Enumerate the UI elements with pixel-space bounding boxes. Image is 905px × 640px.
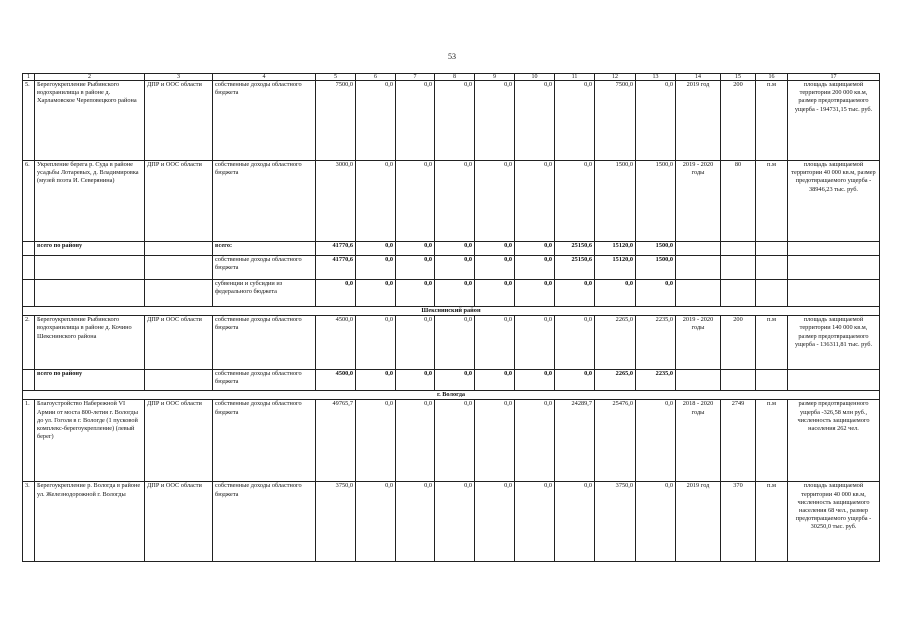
amount-cell: 0,0 (316, 280, 356, 307)
amount-cell: 0,0 (555, 316, 595, 370)
amount-cell: 3000,0 (316, 161, 356, 242)
period: 2019 год (676, 482, 721, 562)
amount-cell: 0,0 (515, 316, 555, 370)
empty-cell (35, 256, 145, 280)
empty-cell (788, 242, 880, 256)
project-name: Благоустройство Набережной VI Армии от моста 800-летия г. Вологды до ул. Гоголя в г. Вологде (1 пусковой комплекс-берегоукрепление) (левый берег) (35, 400, 145, 482)
amount-cell: 0,0 (396, 400, 435, 482)
amount-cell: 0,0 (515, 482, 555, 562)
amount-cell: 0,0 (555, 81, 595, 161)
amount-cell: 0,0 (356, 316, 396, 370)
amount-cell: 0,0 (435, 81, 475, 161)
amount-cell: 4500,0 (316, 370, 356, 391)
unit: п.м (756, 161, 788, 242)
empty-cell (23, 242, 35, 256)
column-number: 12 (595, 74, 636, 81)
empty-cell (721, 280, 756, 307)
row-number: 1. (23, 400, 35, 482)
result: площадь защищаемой территории 140 000 кв.м, размер предотвращаемого ущерба - 136311,81 тыс. руб. (788, 316, 880, 370)
row-number: 3. (23, 482, 35, 562)
amount-cell: 0,0 (515, 256, 555, 280)
amount-cell: 2265,0 (595, 316, 636, 370)
page-number: 53 (448, 52, 456, 61)
responsible: ДПР и ООС области (145, 316, 213, 370)
project-name: Берегоукрепление Рыбинского водохранилища в районе д. Кочино Шекснинского района (35, 316, 145, 370)
amount-cell: 0,0 (475, 370, 515, 391)
column-number: 11 (555, 74, 595, 81)
amount-cell: 25476,0 (595, 400, 636, 482)
amount-cell: 0,0 (435, 370, 475, 391)
project-name: Берегоукрепление р. Вологда в районе ул. Железнодорожной г. Вологды (35, 482, 145, 562)
period: 2018 - 2020 годы (676, 400, 721, 482)
empty-cell (145, 280, 213, 307)
funding-source: субвенции и субсидии из федерального бюджета (213, 280, 316, 307)
column-number-row (23, 74, 880, 81)
funding-source: собственные доходы областного бюджета (213, 256, 316, 280)
amount-cell: 0,0 (356, 280, 396, 307)
amount-cell: 0,0 (396, 316, 435, 370)
amount-cell: 0,0 (356, 482, 396, 562)
period: 2019 - 2020 годы (676, 161, 721, 242)
amount-cell: 0,0 (555, 161, 595, 242)
amount-cell: 1500,0 (636, 242, 676, 256)
funding-source: собственные доходы областного бюджета (213, 316, 316, 370)
amount-cell: 0,0 (435, 482, 475, 562)
column-number: 10 (515, 74, 555, 81)
empty-cell (788, 370, 880, 391)
amount-cell: 0,0 (435, 316, 475, 370)
result: площадь защищаемой территории 40 000 кв.м, размер предотвращаемого ущерба - 38946,23 тыс. руб. (788, 161, 880, 242)
amount-cell: 0,0 (515, 280, 555, 307)
column-number: 13 (636, 74, 676, 81)
table-row (23, 316, 880, 370)
empty-cell (676, 256, 721, 280)
column-number: 15 (721, 74, 756, 81)
amount-cell: 2235,0 (636, 370, 676, 391)
empty-cell (145, 370, 213, 391)
amount-cell: 0,0 (356, 81, 396, 161)
amount-cell: 0,0 (475, 316, 515, 370)
total-row (23, 242, 880, 256)
amount-cell: 41770,6 (316, 256, 356, 280)
row-number: 5. (23, 81, 35, 161)
project-name: Укрепление берега р. Суда в районе усадьбы Лотаревых, д. Владимировка (музей поэта И. Северянина) (35, 161, 145, 242)
amount-cell: 0,0 (396, 161, 435, 242)
row-number: 6. (23, 161, 35, 242)
period: 2019 - 2020 годы (676, 316, 721, 370)
amount-cell: 0,0 (636, 482, 676, 562)
table-row (23, 400, 880, 482)
amount-cell: 0,0 (396, 482, 435, 562)
column-number: 6 (356, 74, 396, 81)
empty-cell (756, 242, 788, 256)
amount-cell: 0,0 (435, 400, 475, 482)
quantity: 2749 (721, 400, 756, 482)
amount-cell: 15120,0 (595, 242, 636, 256)
funding-source: собственные доходы областного бюджета (213, 161, 316, 242)
amount-cell: 0,0 (396, 256, 435, 280)
column-number: 16 (756, 74, 788, 81)
funding-source: собственные доходы областного бюджета (213, 81, 316, 161)
section-row (23, 307, 880, 316)
amount-cell: 0,0 (396, 370, 435, 391)
amount-cell: 0,0 (475, 81, 515, 161)
empty-cell (756, 280, 788, 307)
amount-cell: 0,0 (475, 482, 515, 562)
amount-cell: 0,0 (396, 81, 435, 161)
amount-cell: 24289,7 (555, 400, 595, 482)
empty-cell (23, 256, 35, 280)
column-number: 4 (213, 74, 316, 81)
section-row (23, 391, 880, 400)
table-row (23, 482, 880, 562)
amount-cell: 0,0 (396, 280, 435, 307)
amount-cell: 15120,0 (595, 256, 636, 280)
column-number: 1 (23, 74, 35, 81)
empty-cell (721, 256, 756, 280)
quantity: 80 (721, 161, 756, 242)
amount-cell: 2235,0 (636, 316, 676, 370)
project-name: Берегоукрепление Рыбинского водохранилища в районе д. Харламовское Череповецкого района (35, 81, 145, 161)
amount-cell: 0,0 (356, 400, 396, 482)
table-row (23, 161, 880, 242)
total-label: всего по району (35, 242, 145, 256)
amount-cell: 0,0 (515, 242, 555, 256)
empty-cell (23, 370, 35, 391)
empty-cell (35, 280, 145, 307)
amount-cell: 0,0 (636, 280, 676, 307)
period: 2019 год (676, 81, 721, 161)
empty-cell (676, 242, 721, 256)
funding-source: всего: (213, 242, 316, 256)
empty-cell (756, 256, 788, 280)
amount-cell: 49765,7 (316, 400, 356, 482)
amount-cell: 41770,6 (316, 242, 356, 256)
empty-cell (676, 370, 721, 391)
amount-cell: 0,0 (595, 280, 636, 307)
amount-cell: 0,0 (475, 400, 515, 482)
empty-cell (145, 256, 213, 280)
amount-cell: 0,0 (515, 161, 555, 242)
unit: п.м (756, 81, 788, 161)
amount-cell: 0,0 (636, 81, 676, 161)
amount-cell: 0,0 (555, 482, 595, 562)
amount-cell: 0,0 (475, 256, 515, 280)
amount-cell: 0,0 (555, 280, 595, 307)
total-row (23, 370, 880, 391)
column-number: 14 (676, 74, 721, 81)
responsible: ДПР и ООС области (145, 400, 213, 482)
amount-cell: 0,0 (356, 242, 396, 256)
responsible: ДПР и ООС области (145, 482, 213, 562)
amount-cell: 0,0 (356, 256, 396, 280)
amount-cell: 4500,0 (316, 316, 356, 370)
amount-cell: 0,0 (435, 242, 475, 256)
total-row (23, 256, 880, 280)
amount-cell: 0,0 (356, 370, 396, 391)
amount-cell: 0,0 (475, 161, 515, 242)
column-number: 2 (35, 74, 145, 81)
column-number: 5 (316, 74, 356, 81)
column-number: 9 (475, 74, 515, 81)
empty-cell (788, 256, 880, 280)
amount-cell: 25150,6 (555, 242, 595, 256)
funding-source: собственные доходы областного бюджета (213, 400, 316, 482)
amount-cell: 3750,0 (316, 482, 356, 562)
result: площадь защищаемой территории 200 000 кв.м, размер предотвращаемого ущерба - 194731,15 тыс. руб. (788, 81, 880, 161)
amount-cell: 0,0 (636, 400, 676, 482)
funding-source: собственные доходы областного бюджета (213, 370, 316, 391)
empty-cell (145, 242, 213, 256)
column-number: 7 (396, 74, 435, 81)
amount-cell: 0,0 (515, 400, 555, 482)
row-number: 2. (23, 316, 35, 370)
empty-cell (721, 370, 756, 391)
result: площадь защищаемой территории 40 000 кв.м, численность защищаемого населения 68 чел., размер предотвращаемого ущерба - 30250,0 тыс. руб. (788, 482, 880, 562)
amount-cell: 25150,6 (555, 256, 595, 280)
amount-cell: 0,0 (555, 370, 595, 391)
quantity: 200 (721, 316, 756, 370)
column-number: 3 (145, 74, 213, 81)
funding-source: собственные доходы областного бюджета (213, 482, 316, 562)
amount-cell: 0,0 (475, 280, 515, 307)
quantity: 200 (721, 81, 756, 161)
amount-cell: 0,0 (515, 81, 555, 161)
amount-cell: 0,0 (515, 370, 555, 391)
responsible: ДПР и ООС области (145, 161, 213, 242)
amount-cell: 1500,0 (595, 161, 636, 242)
empty-cell (756, 370, 788, 391)
unit: п.м (756, 400, 788, 482)
column-number: 8 (435, 74, 475, 81)
empty-cell (788, 280, 880, 307)
column-number: 17 (788, 74, 880, 81)
amount-cell: 0,0 (475, 242, 515, 256)
empty-cell (23, 280, 35, 307)
amount-cell: 1500,0 (636, 161, 676, 242)
amount-cell: 0,0 (435, 161, 475, 242)
amount-cell: 0,0 (356, 161, 396, 242)
table-row (23, 81, 880, 161)
amount-cell: 7500,0 (595, 81, 636, 161)
total-row (23, 280, 880, 307)
amount-cell: 1500,0 (636, 256, 676, 280)
amount-cell: 2265,0 (595, 370, 636, 391)
section-title: г. Вологда (23, 391, 880, 400)
responsible: ДПР и ООС области (145, 81, 213, 161)
empty-cell (721, 242, 756, 256)
amount-cell: 0,0 (396, 242, 435, 256)
amount-cell: 7500,0 (316, 81, 356, 161)
amount-cell: 0,0 (435, 256, 475, 280)
empty-cell (676, 280, 721, 307)
total-label: всего по району (35, 370, 145, 391)
budget-table (22, 73, 880, 562)
quantity: 370 (721, 482, 756, 562)
unit: п.м (756, 316, 788, 370)
section-title: Шекснинский район (23, 307, 880, 316)
unit: п.м (756, 482, 788, 562)
result: размер предотвращенного ущерба -326,58 млн руб., численность защищаемого населения 262 чел. (788, 400, 880, 482)
amount-cell: 0,0 (435, 280, 475, 307)
amount-cell: 3750,0 (595, 482, 636, 562)
